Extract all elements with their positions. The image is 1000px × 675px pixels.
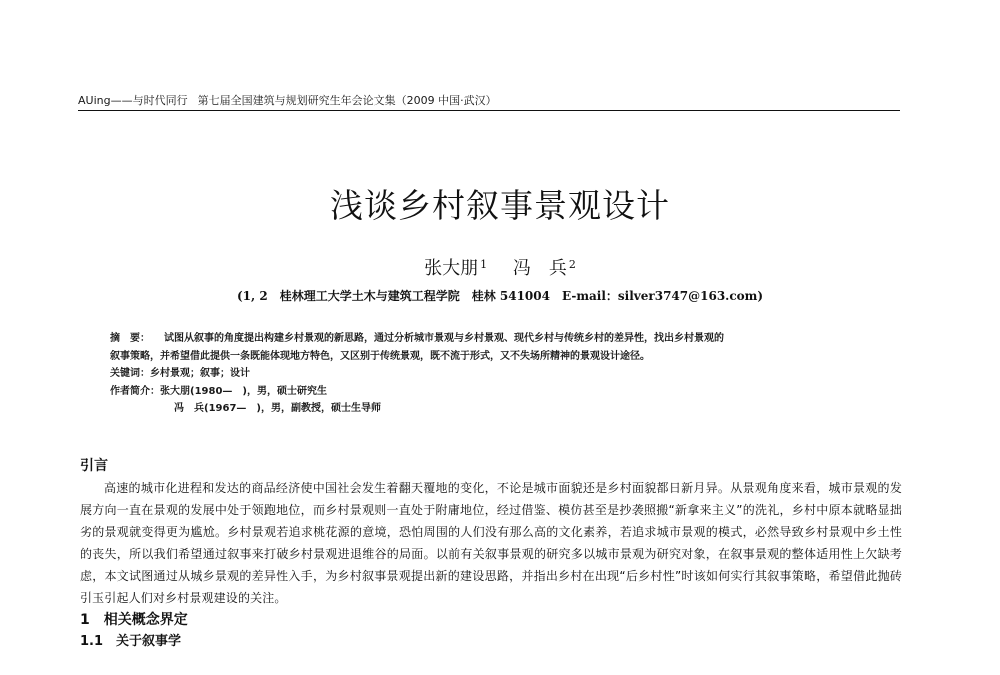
abstract-line-2 xyxy=(110,348,890,366)
author-2-sup: 2 xyxy=(568,258,576,271)
abstract-text-2: 叙事策略，并希望借此提供一条既能体现地方特色，又区别于传统景观，既不流于形式，又不失场所精神的景观设计途径。 xyxy=(110,350,650,362)
author-1-name: 张大朋 xyxy=(424,258,479,279)
keywords-label: 关键词： xyxy=(110,368,150,379)
keywords-line xyxy=(110,365,890,383)
author-line xyxy=(0,258,1000,280)
abstract-text-1: 试图从叙事的角度提出构建乡村景观的新思路，通过分析城市景观与乡村景观、现代乡村与传统乡村的差异性，找出乡村景观的 xyxy=(164,333,724,344)
paper-title: 浅谈乡村叙事景观设计 xyxy=(330,186,670,225)
section-1-heading: 1 相关概念界定 xyxy=(80,612,188,628)
section-1-1-heading: 1.1 关于叙事学 xyxy=(80,634,182,649)
running-header xyxy=(78,94,900,111)
abstract-block xyxy=(110,330,890,418)
abstract-label: 摘 要： xyxy=(110,333,150,344)
keywords-text: 乡村景观；叙事；设计 xyxy=(150,368,250,379)
header-collection: 第七届全国建筑与规划研究生年会论文集（2009 中国·武汉） xyxy=(197,94,497,107)
affiliation: (1, 2 桂林理工大学土木与建筑工程学院 桂林 541004 E-mail：silver3747@163.com) xyxy=(236,289,764,303)
bio-label: 作者简介： xyxy=(110,385,160,397)
author-1-sup: 1 xyxy=(480,258,488,271)
bio-1: 张大朋(1980— )，男，硕士研究生 xyxy=(160,385,327,397)
body-text xyxy=(80,455,902,653)
header-brand: AUing——与时代同行 xyxy=(78,94,188,107)
bio-line-2 xyxy=(110,400,890,418)
intro-heading: 引言 xyxy=(80,458,108,474)
abstract-line-1 xyxy=(110,330,890,348)
bio-line-1 xyxy=(110,383,890,401)
bio-2: 冯 兵(1967— )，男，副教授，硕士生导师 xyxy=(174,403,381,414)
author-2-name: 冯 兵 xyxy=(512,258,567,279)
intro-paragraph: 高速的城市化进程和发达的商品经济使中国社会发生着翻天覆地的变化，不论是城市面貌还是乡村面貌都日新月异。从景观角度来看，城市景观的发展方向一直在景观的发展中处于领跑地位，而乡村景观则一直处于附庸地位，经过借鉴、模仿甚至是抄袭照搬“新拿来主义”的洗礼，乡村中原本就略显拙劣的景观就变得更为尴尬。乡村景观若追求桃花源的意境，恐怕周围的人们没有那么高的文化素养，若追求城市景观的模式，必然导致乡村景观中乡土性的丧失，所以我们希望通过叙事来打破乡村景观进退维谷的局面。以前有关叙事景观的研究多以城市景观为研究对象，在叙事景观的整体适用性上欠缺考虑，本文试图通过从城乡景观的差异性入手，为乡村叙事景观提出新的建设思路，并指出乡村在出现“后乡村性”时该如何实行其叙事策略，希望借此抛砖引玉引起人们对乡村景观建设的关注。 xyxy=(80,481,902,605)
